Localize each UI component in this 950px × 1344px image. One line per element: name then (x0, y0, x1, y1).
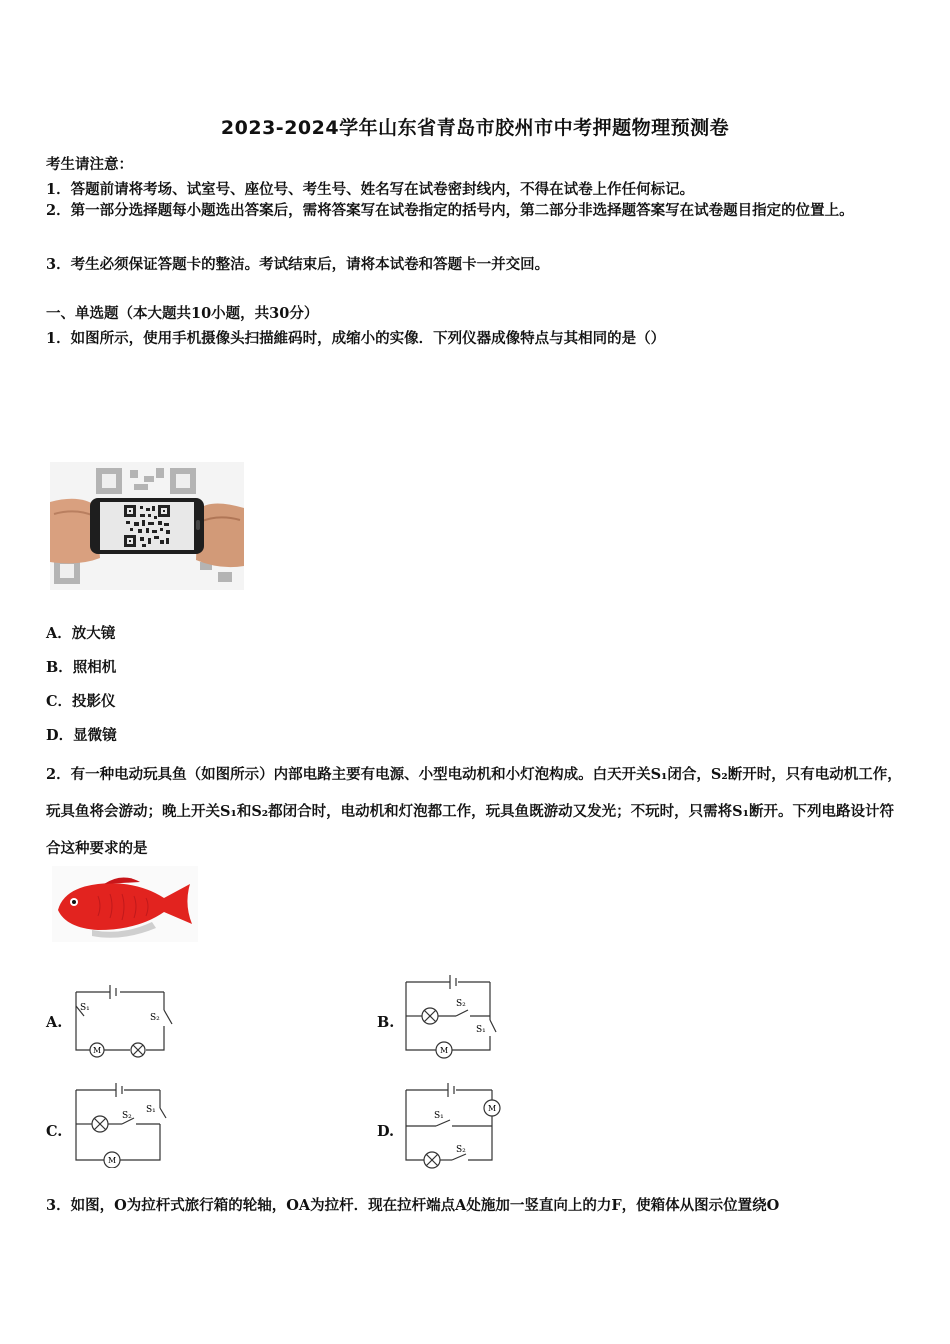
circuit-d-s2: S₂ (456, 1145, 466, 1155)
q2-stem: 2．有一种电动玩具鱼（如图所示）内部电路主要有电源、小型电动机和小灯泡构成。白天开关S₁闭合，S₂断开时，只有电动机工作，玩具鱼将会游动；晚上开关S₁和S₂都闭合时，电动机和灯泡都工作，玩具鱼既游动又发光；不玩时，只需将S₁断开。下列电路设计符合这种要求的是 (46, 766, 902, 857)
circuit-c-s2: S₂ (122, 1111, 132, 1121)
q1-option-d[interactable]: D．显微镜 (46, 727, 117, 744)
circuit-c (70, 1082, 170, 1168)
q2-option-a[interactable]: A. (46, 1014, 63, 1031)
q1-stem: 1．如图所示，使用手机摄像头扫描維码时，成缩小的实像．下列仪器成像特点与其相同的是（） (46, 330, 666, 347)
notice-item-2: 2．第一部分选择题每小题选出答案后，需将答案写在试卷指定的括号内，第二部分非选择题答案写在试卷题目指定的位置上。 (46, 202, 854, 219)
circuit-a-motor: M (93, 1046, 102, 1055)
circuit-b-s2: S₂ (456, 999, 466, 1009)
circuit-b-s1: S₁ (476, 1025, 486, 1035)
circuit-b-motor: M (440, 1046, 449, 1055)
circuit-a-s1: S₁ (80, 1003, 90, 1013)
notice-item-3: 3．考生必须保证答题卡的整洁。考试结束后，请将本试卷和答题卡一并交回。 (46, 256, 550, 273)
qr-scan-photo (50, 462, 244, 590)
notice-item-1: 1．答题前请将考场、试室号、座位号、考生号、姓名写在试卷密封线内，不得在试卷上作任何标记。 (46, 181, 695, 198)
circuit-d-motor: M (488, 1104, 497, 1113)
circuit-d-s1: S₁ (434, 1111, 444, 1121)
q1-option-b[interactable]: B．照相机 (46, 659, 117, 676)
circuit-c-motor: M (108, 1156, 117, 1165)
circuit-d (400, 1080, 504, 1170)
circuit-a-s2: S₂ (150, 1013, 160, 1023)
circuit-a (70, 980, 180, 1062)
section-heading: 一、单选题（本大题共10小题，共30分） (46, 305, 319, 322)
q1-option-c[interactable]: C．投影仪 (46, 693, 116, 710)
toy-fish-photo (52, 866, 198, 942)
q2-option-d[interactable]: D. (377, 1123, 395, 1140)
q2-option-c[interactable]: C. (46, 1123, 63, 1140)
page-title: 2023-2024学年山东省青岛市胶州市中考押题物理预测卷 (220, 117, 730, 139)
notice-heading: 考生请注意： (46, 156, 133, 173)
q3-stem: 3．如图，O为拉杆式旅行箱的轮轴，OA为拉杆．现在拉杆端点A处施加一竖直向上的力F，使箱体从图示位置绕O (46, 1197, 780, 1214)
circuit-b (400, 974, 500, 1060)
circuit-c-s1: S₁ (146, 1105, 156, 1115)
q1-option-a[interactable]: A．放大镜 (46, 625, 116, 642)
q2-option-b[interactable]: B. (377, 1014, 395, 1031)
